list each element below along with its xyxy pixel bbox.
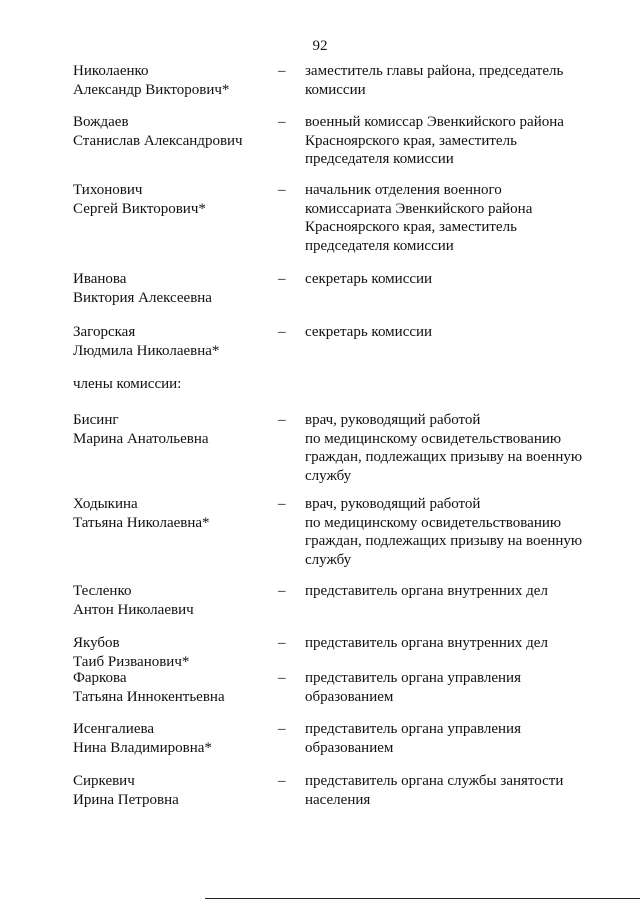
role-line: председателя комиссии [305, 237, 454, 254]
dash: – [278, 496, 286, 512]
surname: Вождаев [73, 114, 129, 130]
role-line: представитель органа внутренних дел [305, 635, 548, 651]
role-description [305, 113, 605, 169]
dash: – [278, 324, 286, 340]
bottom-rule [205, 898, 640, 899]
dash: – [278, 721, 286, 737]
role-description [305, 323, 605, 342]
role-line: службу [305, 551, 352, 568]
person-name [73, 669, 273, 707]
role-description [305, 181, 605, 255]
dash: – [278, 271, 286, 287]
role-line: образованием [305, 688, 394, 705]
dash: – [278, 670, 286, 686]
surname: Бисинг [73, 412, 119, 428]
role-line: комиссариата Эвенкийского района [305, 200, 533, 217]
person-name [73, 772, 273, 810]
dash: – [278, 773, 286, 789]
given-name: Ирина Петровна [73, 792, 179, 808]
role-line: образованием [305, 739, 394, 756]
role-line: по медицинскому освидетельствованию [305, 430, 562, 447]
role-line: заместитель главы района, председатель [305, 63, 564, 79]
person-name [73, 270, 273, 308]
role-line: Красноярского края, заместитель [305, 219, 517, 235]
role-line: представитель органа службы занятости [305, 773, 564, 789]
given-name: Татьяна Николаевна* [73, 515, 210, 531]
person-name [73, 634, 273, 672]
given-name: Виктория Алексеевна [73, 290, 212, 306]
surname: Ходыкина [73, 496, 138, 512]
role-line: комиссии [305, 81, 366, 98]
surname: Тихонович [73, 182, 143, 198]
surname: Исенгалиева [73, 721, 155, 737]
given-name: Татьяна Иннокентьевна [73, 689, 225, 705]
surname: Загорская [73, 324, 136, 340]
given-name: Людмила Николаевна* [73, 343, 220, 359]
dash: – [278, 412, 286, 428]
given-name: Сергей Викторович* [73, 201, 206, 217]
given-name: Марина Анатольевна [73, 431, 209, 447]
person-name [73, 323, 273, 361]
role-description [305, 495, 605, 569]
surname: Сиркевич [73, 773, 135, 789]
surname: Иванова [73, 271, 127, 287]
person-name [73, 113, 273, 151]
page-number: 92 [312, 38, 328, 54]
person-name [73, 411, 273, 449]
role-line: секретарь комиссии [305, 271, 433, 287]
person-name [73, 495, 273, 533]
role-line: по медицинскому освидетельствованию [305, 514, 562, 531]
dash: – [278, 583, 286, 599]
role-line: Красноярского края, заместитель [305, 132, 517, 149]
role-description [305, 411, 605, 485]
person-name [73, 720, 273, 758]
person-name [73, 582, 273, 620]
role-description [305, 669, 605, 706]
given-name: Станислав Александрович [73, 133, 243, 149]
person-name [73, 181, 273, 219]
role-line: военный комиссар Эвенкийского района [305, 114, 564, 130]
role-line: начальник отделения военного [305, 182, 502, 198]
members-heading: члены комиссии: [73, 376, 182, 392]
role-description [305, 62, 605, 99]
dash: – [278, 635, 286, 651]
role-description [305, 772, 605, 809]
given-name: Антон Николаевич [73, 602, 194, 618]
role-line: граждан, подлежащих призыву на военную [305, 449, 583, 465]
dash: – [278, 114, 286, 130]
role-description [305, 634, 605, 653]
role-line: представитель органа внутренних дел [305, 583, 548, 599]
surname: Якубов [73, 635, 120, 651]
role-line: председателя комиссии [305, 151, 454, 167]
role-line: секретарь комиссии [305, 324, 433, 340]
given-name: Нина Владимировна* [73, 740, 212, 756]
role-line: граждан, подлежащих призыву на военную [305, 533, 583, 549]
dash: – [278, 63, 286, 79]
role-description [305, 720, 605, 757]
role-line: врач, руководящий работой [305, 496, 481, 512]
role-line: представитель органа управления [305, 670, 521, 686]
surname: Николаенко [73, 63, 149, 79]
role-line: врач, руководящий работой [305, 412, 481, 428]
role-line: представитель органа управления [305, 721, 521, 737]
role-description [305, 582, 605, 601]
role-line: службу [305, 467, 352, 484]
given-name: Таиб Ризванович* [73, 654, 190, 670]
given-name: Александр Викторович* [73, 82, 230, 98]
role-description [305, 270, 605, 289]
dash: – [278, 182, 286, 198]
surname: Тесленко [73, 583, 132, 599]
role-line: населения [305, 791, 371, 808]
person-name [73, 62, 273, 100]
surname: Фаркова [73, 670, 127, 686]
